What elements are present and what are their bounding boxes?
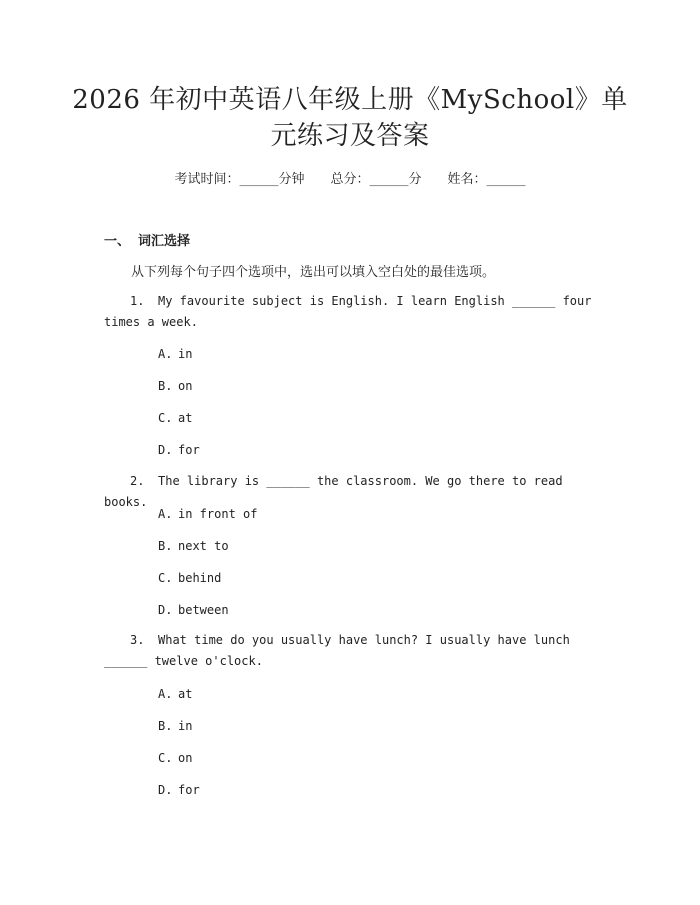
option-text: behind (178, 571, 222, 585)
section-instruction: 从下列每个句子四个选项中，选出可以填入空白处的最佳选项。 (131, 265, 496, 280)
question-text: The library is ______ the classroom. We go there to read books. (104, 474, 563, 509)
question-3-option-d (158, 782, 200, 798)
question-2-option-b (158, 538, 229, 554)
section-heading (104, 230, 190, 249)
option-text: for (178, 783, 200, 797)
question-1-option-d (158, 442, 200, 458)
option-letter: D. (158, 783, 173, 797)
option-text: between (178, 603, 229, 617)
option-letter: B. (158, 379, 173, 393)
question-1-option-c (158, 410, 192, 426)
question-number: 1. (130, 294, 145, 308)
question-2-option-c (158, 570, 221, 586)
option-text: in (178, 347, 193, 361)
exam-time-label: 考试时间：______分钟 (174, 172, 305, 187)
question-1 (104, 291, 600, 333)
question-3-option-c (158, 750, 192, 766)
total-score-label: 总分：______分 (330, 172, 422, 187)
document-title-line-1: 2026 年初中英语八年级上册《MySchool》单 (72, 85, 628, 115)
option-text: on (178, 379, 193, 393)
question-1-option-b (158, 378, 192, 394)
option-letter: C. (158, 751, 173, 765)
question-1-option-a (158, 346, 192, 362)
section-title: 词汇选择 (138, 234, 191, 249)
question-number: 3. (130, 633, 145, 647)
option-letter: D. (158, 603, 173, 617)
option-letter: A. (158, 687, 173, 701)
section-number: 一、 (104, 234, 131, 249)
question-2-option-a (158, 506, 257, 522)
option-letter: A. (158, 507, 173, 521)
option-letter: C. (158, 411, 173, 425)
option-letter: A. (158, 347, 173, 361)
option-text: on (178, 751, 193, 765)
option-text: in front of (178, 507, 258, 521)
question-3-option-a (158, 686, 192, 702)
option-text: for (178, 443, 200, 457)
document-title-line-2: 元练习及答案 (270, 121, 430, 151)
question-2-option-d (158, 602, 229, 618)
option-text: at (178, 411, 193, 425)
option-letter: C. (158, 571, 173, 585)
student-name-label: 姓名：______ (447, 172, 526, 187)
option-letter: B. (158, 719, 173, 733)
option-letter: D. (158, 443, 173, 457)
question-3 (104, 630, 600, 672)
option-text: in (178, 719, 193, 733)
exam-meta (0, 168, 700, 187)
question-number: 2. (130, 474, 145, 488)
question-text: What time do you usually have lunch? I usually have lunch ______ twelve o'clock. (104, 633, 570, 668)
question-text: My favourite subject is English. I learn English ______ four times a week. (104, 294, 592, 329)
question-3-option-b (158, 718, 192, 734)
option-text: at (178, 687, 193, 701)
option-letter: B. (158, 539, 173, 553)
option-text: next to (178, 539, 229, 553)
